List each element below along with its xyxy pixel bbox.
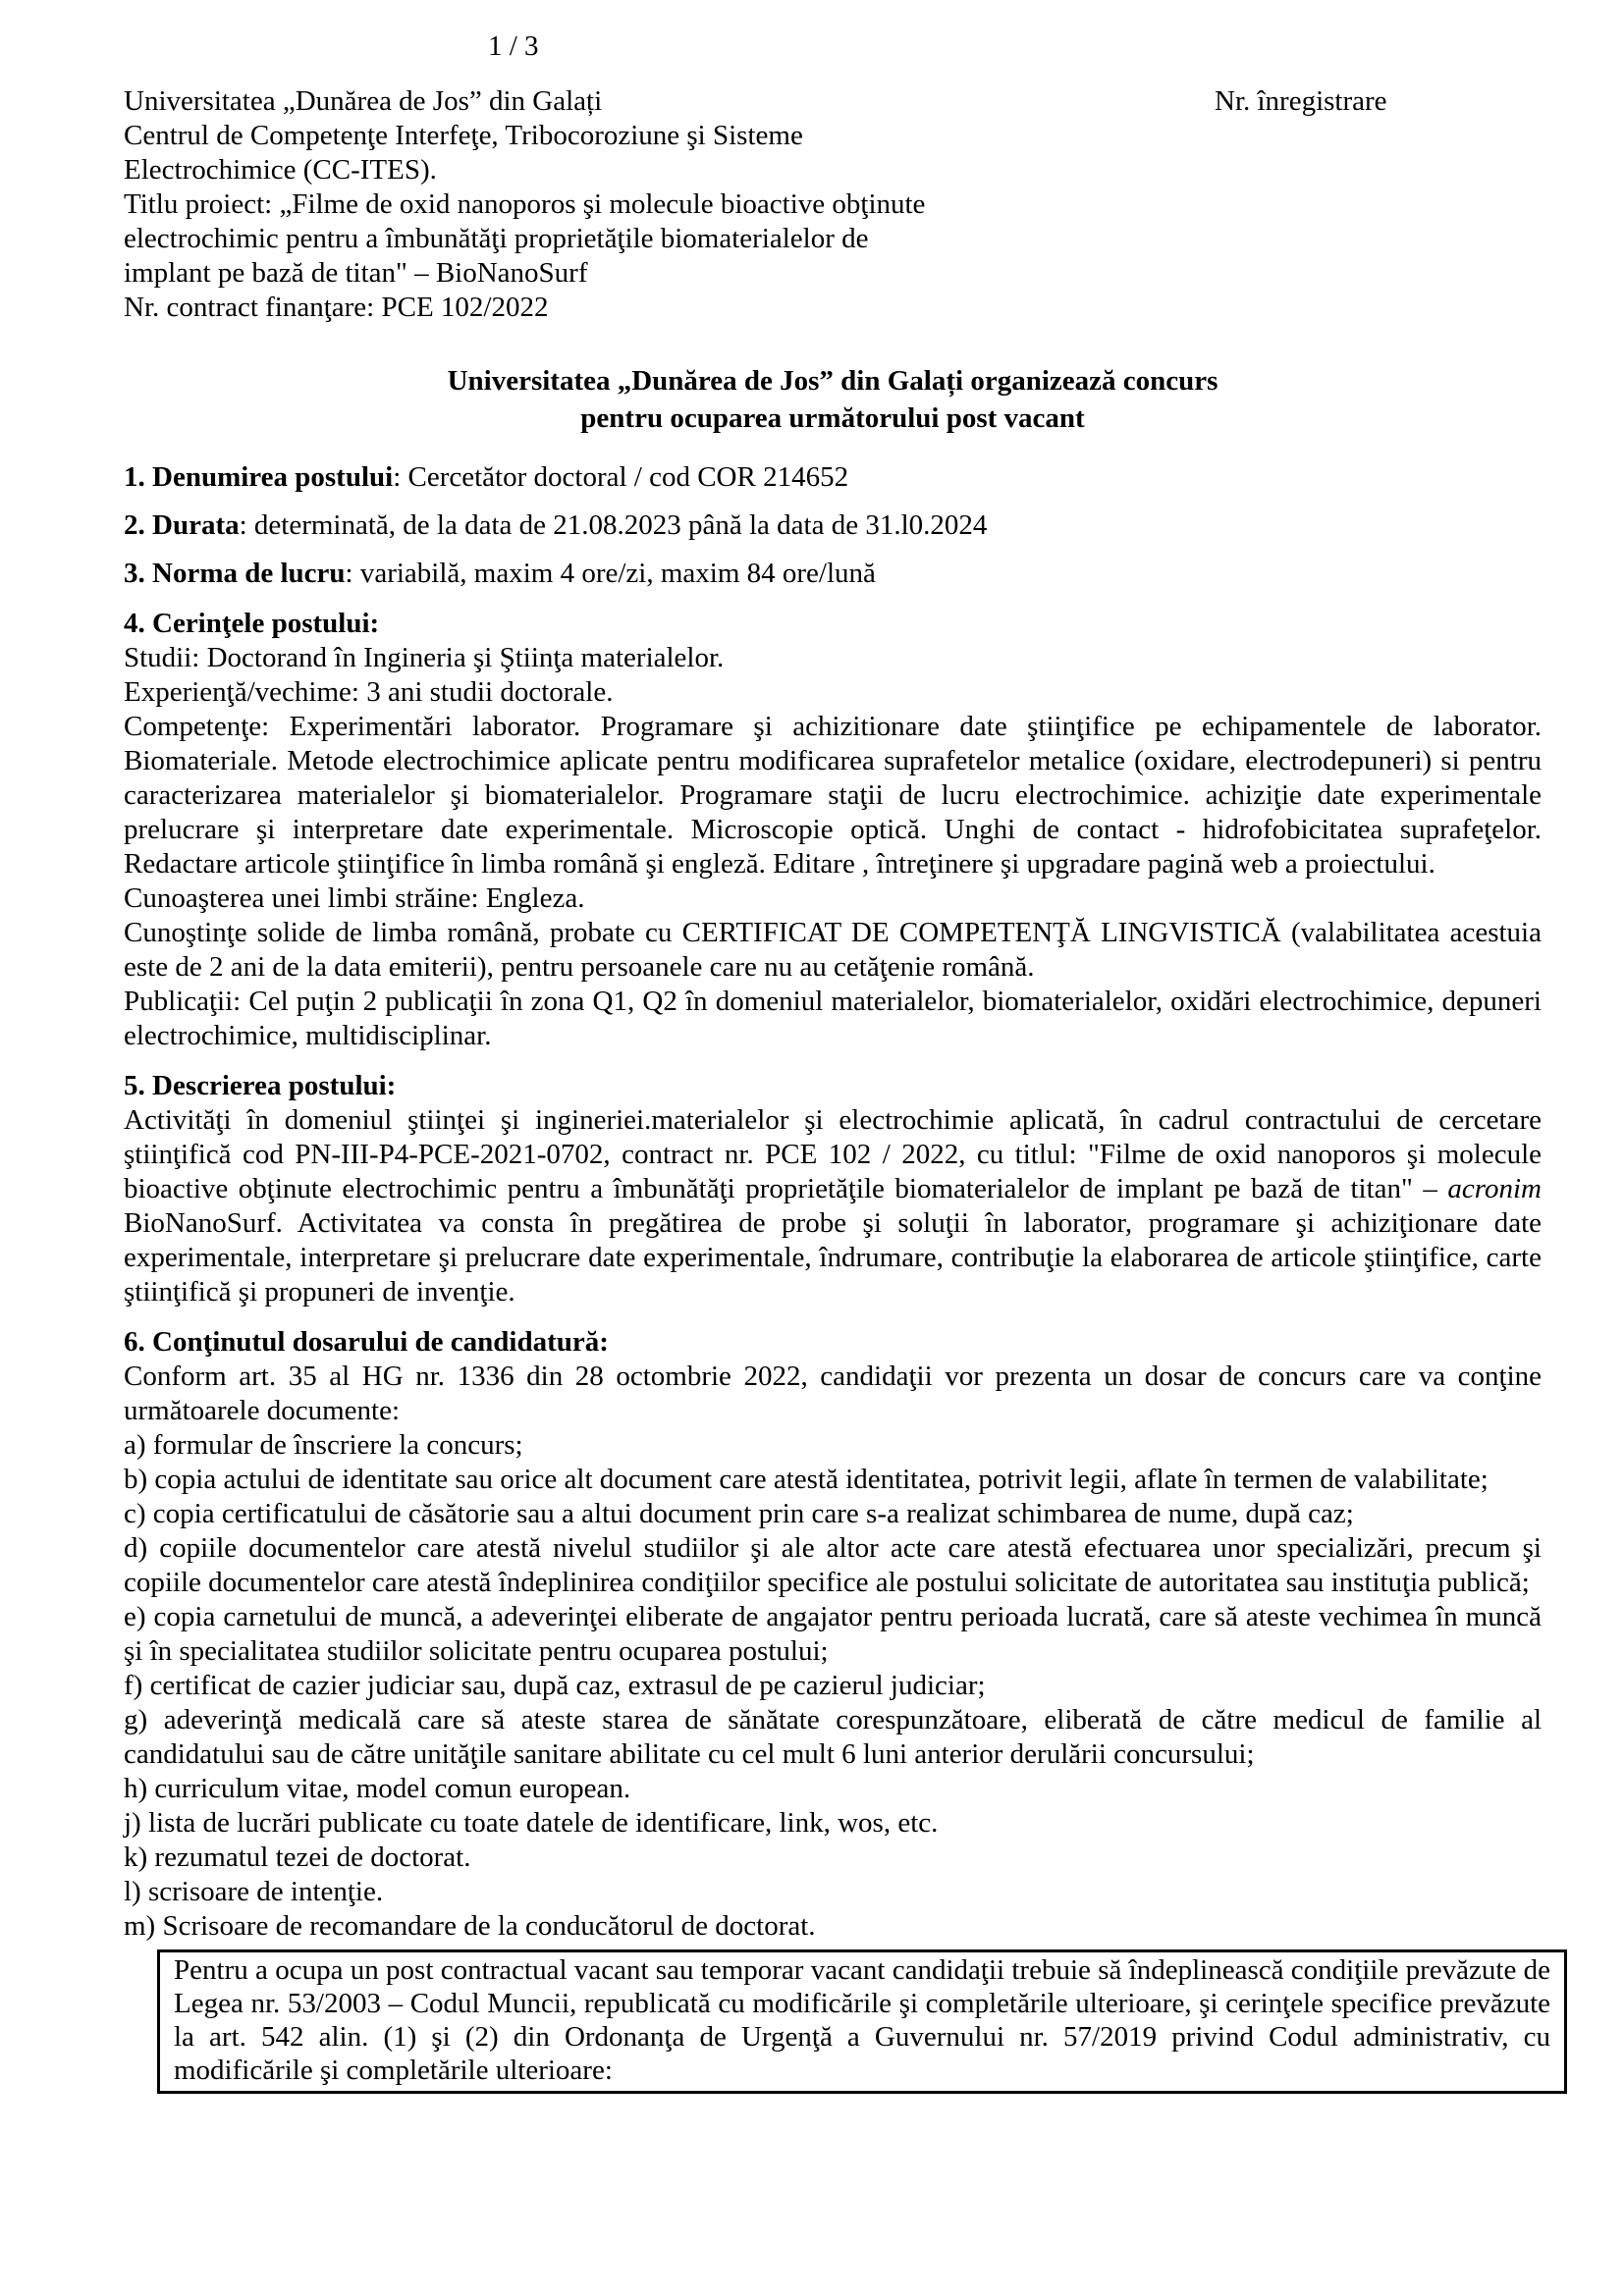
org-line: Universitatea „Dunărea de Jos” din Galați <box>124 85 603 117</box>
item-value: : determinată, de la data de 21.08.2023 până la data de 31.l0.2024 <box>239 509 988 541</box>
registration-number-label: Nr. înregistrare <box>1215 85 1387 117</box>
dosar-item-d: d) copiile documentelor care atestă nivelul studiilor şi ale altor acte care atestă efectuarea unor specializări, precum şi copiile documentelor care atestă îndeplinirea condiţiilor specifice ale postului solicitate de autoritatea sau instituţia publică; <box>124 1532 1542 1598</box>
dosar-item-a: a) formular de înscriere la concurs; <box>124 1429 523 1461</box>
limbi-straine-line: Cunoaşterea unei limbi străine: Engleza. <box>124 882 585 914</box>
experienta-line: Experienţă/vechime: 3 ani studii doctorale. <box>124 676 614 708</box>
announcement-title-line: Universitatea „Dunărea de Jos” din Galați organizează concurs <box>447 365 1218 397</box>
numbered-items <box>124 460 1542 591</box>
item-value: : variabilă, maxim 4 ore/zi, maxim 84 ore/lună <box>345 558 876 589</box>
project-title-line: Titlu proiect: „Filme de oxid nanoporos şi molecule bioactive obţinute <box>124 188 926 220</box>
cunostinte-limba-paragraph: Cunoştinţe solide de limba română, probate cu CERTIFICAT DE COMPETENŢĂ LINGVISTICĂ (valabilitatea acestuia este de 2 ani de la data emiterii), pentru persoanele care nu au cetăţenie română. <box>124 917 1542 983</box>
item-label: 1. Denumirea postului <box>124 461 394 493</box>
acronim-italic: acronim <box>1447 1173 1542 1204</box>
section-descrierea-postului <box>124 1069 1542 1309</box>
dosar-item-k: k) rezumatul tezei de doctorat. <box>124 1842 471 1873</box>
dosar-item-g: g) adeverinţă medicală care să ateste starea de sănătate corespunzătoare, eliberată de către medicul de familie al candidatului sau de către unităţile sanitare abilitate cu cel mult 6 luni anterior derulării concursului; <box>124 1704 1542 1770</box>
dosar-item-c: c) copia certificatului de căsătorie sau a altui document prin care s-a realizat schimbarea de nume, după caz; <box>124 1498 1354 1529</box>
item-label: 2. Durata <box>124 509 240 541</box>
section-heading: 6. Conţinutul dosarului de candidatură: <box>124 1326 609 1358</box>
item-denumirea-postului <box>124 460 1542 495</box>
dosar-item-m: m) Scrisoare de recomandare de la conducătorul de doctorat. <box>124 1910 816 1942</box>
dosar-item-b: b) copia actului de identitate sau orice alt document care atestă identitatea, potrivit legii, aflate în termen de valabilitate; <box>124 1464 1489 1495</box>
item-label: 3. Norma de lucru <box>124 558 346 589</box>
descriere-text: BioNanoSurf. Activitatea va consta în pregătirea de probe şi soluţii în laborator, programare şi achiziţionare date experimentale, interpretare şi prelucrare date experimentale, îndrumare, contribuţie la elaborarea de articole ştiinţifice, carte ştiinţifică şi propuneri de invenţie. <box>124 1207 1542 1308</box>
section-heading: 4. Cerinţele postului: <box>124 608 380 639</box>
contract-number-line: Nr. contract finanţare: PCE 102/2022 <box>124 292 549 323</box>
studii-line: Studii: Doctorand în Ingineria şi Ştiinţa materialelor. <box>124 642 725 673</box>
dosar-item-h: h) curriculum vitae, model comun european. <box>124 1773 631 1804</box>
section-cerintele-postului <box>124 607 1542 1053</box>
item-value: : Cercetător doctoral / cod COR 214652 <box>393 461 849 493</box>
dosar-item-f: f) certificat de cazier judiciar sau, după caz, extrasul de pe cazierul judiciar; <box>124 1670 986 1701</box>
org-line: Electrochimice (CC-ITES). <box>124 154 437 186</box>
dosar-item-j: j) lista de lucrări publicate cu toate datele de identificare, link, wos, etc. <box>124 1807 939 1839</box>
notice-box-text: Pentru a ocupa un post contractual vacant sau temporar vacant candidaţii trebuie să îndeplinească condiţiile prevăzute de Legea nr. 53/2003 – Codul Muncii, republicată cu modificările şi completările ulterioare, şi cerinţele specifice prevăzute la art. 542 alin. (1) şi (2) din Ordonanţa de Urgenţă a Guvernului nr. 57/2019 privind Codul administrativ, cu modificările şi completările ulterioare: <box>174 1954 1550 2086</box>
announcement-title-line: pentru ocuparea următorului post vacant <box>580 402 1085 434</box>
item-norma-de-lucru <box>124 557 1542 591</box>
notice-box <box>157 1949 1567 2094</box>
org-header-block <box>124 84 1542 325</box>
org-line: Centrul de Competenţe Interfeţe, Tribocoroziune şi Sisteme <box>124 120 803 151</box>
project-title-line: electrochimic pentru a îmbunătăţi proprietăţile biomaterialelor de <box>124 223 869 254</box>
item-durata <box>124 508 1542 543</box>
competente-paragraph: Competenţe: Experimentări laborator. Programare şi achizitionare date ştiinţifice pe echipamentele de laborator. Biomateriale. Metode electrochimice aplicate pentru modificarea suprafetelor metalice (oxidare, electrodepuneri) si pentru caracterizarea materialelor şi biomaterialelor. Programare staţii de lucru electrochimice. achiziţie date experimentale prelucrare şi interpretare date experimentale. Microscopie optică. Unghi de contact - hidrofobicitatea suprafeţelor. Redactare articole ştiinţifice în limba română şi engleză. Editare , întreţinere şi upgradare pagină web a proiectului. <box>124 711 1542 880</box>
descriere-paragraph <box>124 1103 1542 1309</box>
project-title-line: implant pe bază de titan" – BioNanoSurf <box>124 257 588 289</box>
dosar-item-e: e) copia carnetului de muncă, a adeverinţei eliberate de angajator pentru perioada lucrată, care să ateste vechimea în muncă şi în specialitatea studiilor solicitate pentru ocuparea postului; <box>124 1601 1542 1667</box>
descriere-text: Activităţi în domeniul ştiinţei şi ingineriei.materialelor şi electrochimie aplicată, în cadrul contractului de cercetare ştiinţifică cod PN-III-P4-PCE-2021-0702, contract nr. PCE 102 / 2022, cu titlul: "Filme de oxid nanoporos şi molecule bioactive obţinute electrochimic pentru a îmbunătăţi proprietăţile biomaterialelor de implant pe bază de titan" – <box>124 1104 1542 1204</box>
section-heading: 5. Descrierea postului: <box>124 1070 397 1101</box>
dosar-intro-paragraph: Conform art. 35 al HG nr. 1336 din 28 octombrie 2022, candidaţii vor prezenta un dosar de concurs care va conţine următoarele documente: <box>124 1361 1542 1426</box>
section-continut-dosar <box>124 1325 1542 1944</box>
page-number: 1 / 3 <box>488 30 539 62</box>
publicatii-paragraph: Publicaţii: Cel puţin 2 publicaţii în zona Q1, Q2 în domeniul materialelor, biomaterialelor, oxidări electrochimice, depuneri electrochimice, multidisciplinar. <box>124 986 1542 1051</box>
dosar-item-l: l) scrisoare de intenţie. <box>124 1876 384 1907</box>
announcement-title <box>124 362 1542 437</box>
